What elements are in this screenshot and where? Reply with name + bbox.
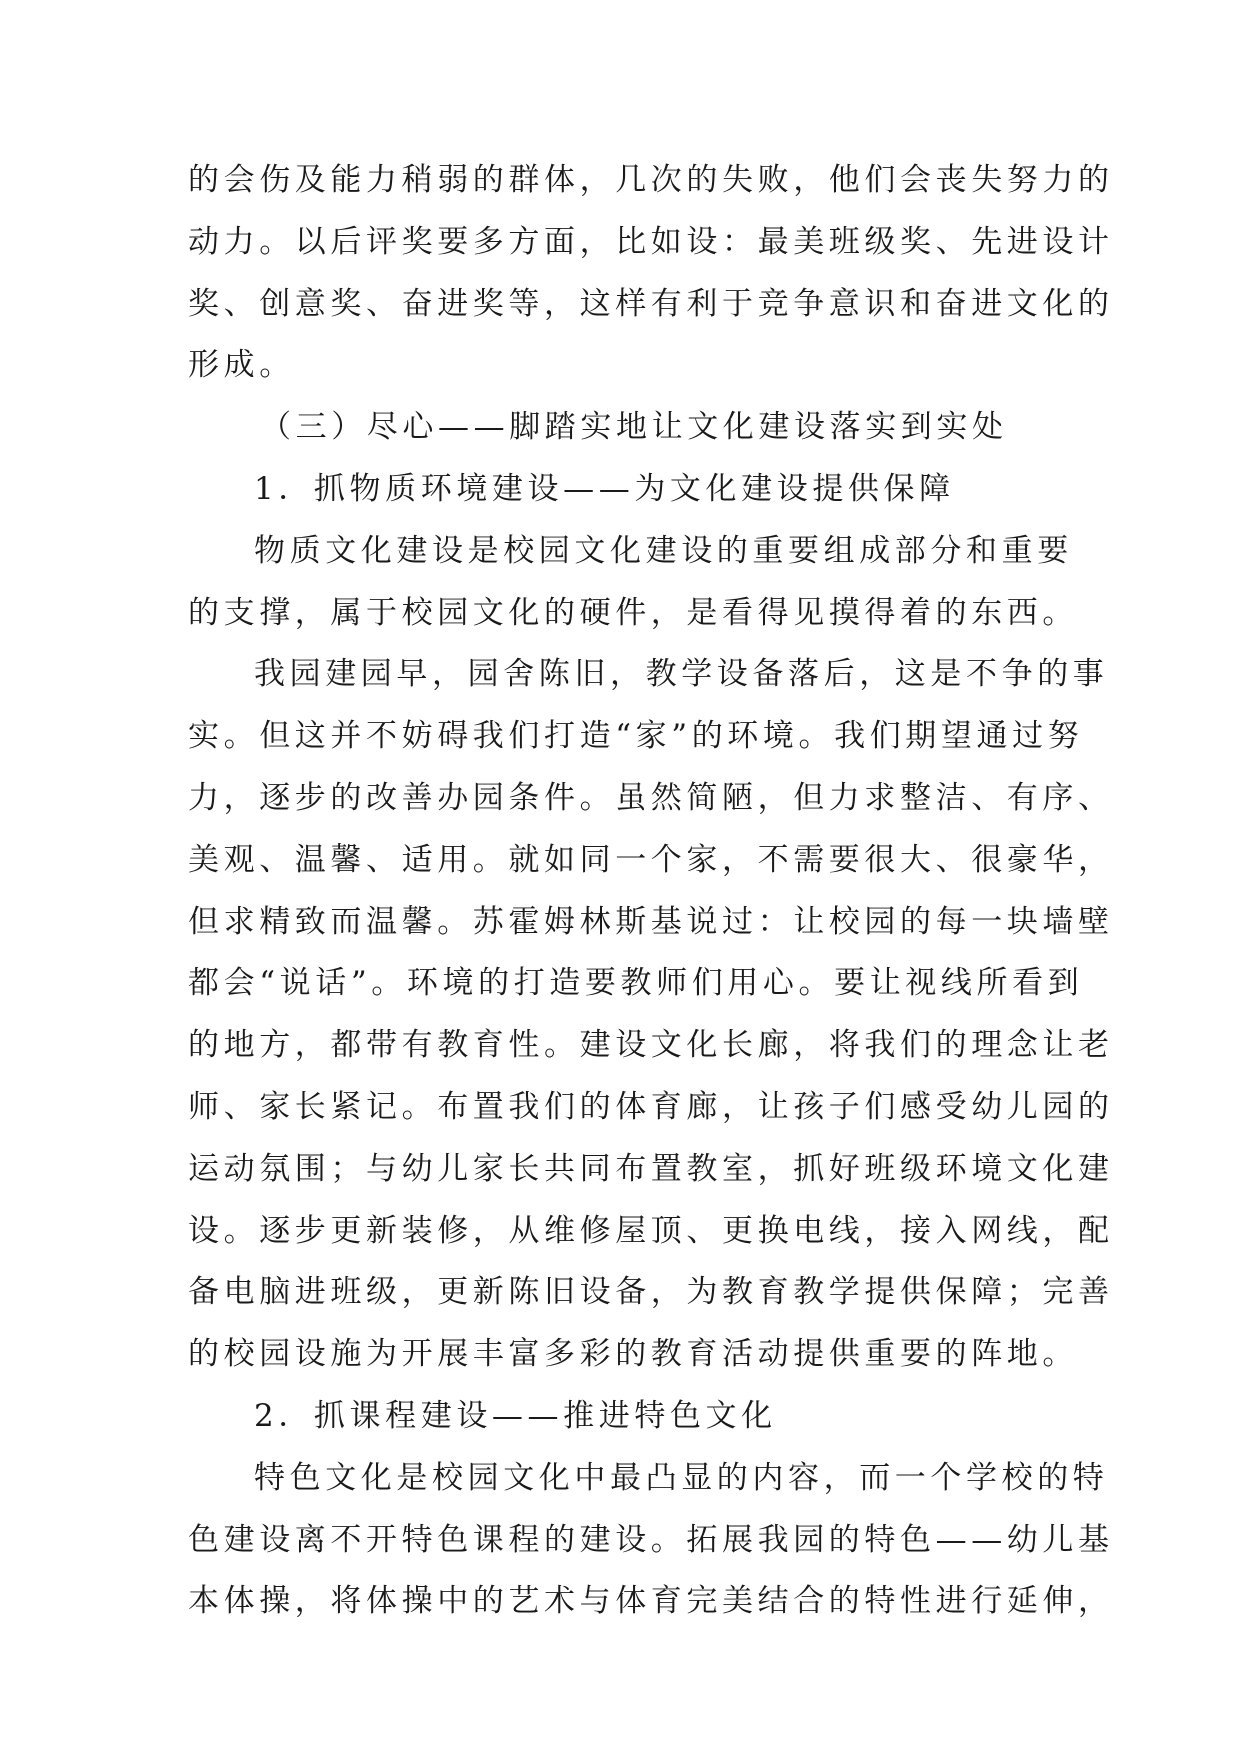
text-line: 师、家长紧记。布置我们的体育廊，让孩子们感受幼儿园的: [188, 1088, 1114, 1125]
paragraph-first-line: 特色文化是校园文化中最凸显的内容，而一个学校的特: [254, 1459, 1109, 1496]
text-line: 美观、温馨、适用。就如同一个家，不需要很大、很豪华，: [188, 841, 1114, 878]
section-heading: （三）尽心——脚踏实地让文化建设落实到实处: [260, 409, 1008, 446]
subsection-heading: 2．抓课程建设——推进特色文化: [254, 1397, 777, 1434]
text-line: 的支撑，属于校园文化的硬件，是看得见摸得着的东西。: [188, 594, 1078, 631]
text-line: 运动氛围；与幼儿家长共同布置教室，抓好班级环境文化建: [188, 1150, 1114, 1187]
text-line: 都会“说话”。环境的打造要教师们用心。要让视线所看到: [188, 965, 1084, 1002]
text-line: 设。逐步更新装修，从维修屋顶、更换电线，接入网线，配: [188, 1212, 1114, 1249]
subsection-heading: 1．抓物质环境建设——为文化建设提供保障: [254, 470, 955, 507]
text-line: 奖、创意奖、奋进奖等，这样有利于竞争意识和奋进文化的: [188, 285, 1114, 322]
text-line: 的会伤及能力稍弱的群体，几次的失败，他们会丧失努力的: [188, 162, 1114, 198]
paragraph-first-line: 我园建园早，园舍陈旧，教学设备落后，这是不争的事: [254, 656, 1109, 693]
text-line: 但求精致而温馨。苏霍姆林斯基说过：让校园的每一块墙壁: [188, 903, 1114, 940]
text-line: 色建设离不开特色课程的建设。拓展我园的特色——幼儿基: [188, 1521, 1114, 1558]
paragraph-first-line: 物质文化建设是校园文化建设的重要组成部分和重要: [254, 532, 1073, 569]
text-line: 的校园设施为开展丰富多彩的教育活动提供重要的阵地。: [188, 1336, 1078, 1373]
text-line: 备电脑进班级，更新陈旧设备，为教育教学提供保障；完善: [188, 1274, 1114, 1311]
text-line: 的地方，都带有教育性。建设文化长廊，将我们的理念让老: [188, 1027, 1114, 1064]
text-line: 实。但这并不妨碍我们打造“家”的环境。我们期望通过努: [188, 718, 1084, 755]
text-line: 本体操，将体操中的艺术与体育完美结合的特性进行延伸，: [188, 1583, 1114, 1620]
text-line: 力，逐步的改善办园条件。虽然简陋，但力求整洁、有序、: [188, 779, 1114, 816]
text-line: 形成。: [188, 347, 295, 384]
document-body: [188, 150, 1114, 1633]
text-line: 动力。以后评奖要多方面，比如设：最美班级奖、先进设计: [188, 223, 1114, 260]
